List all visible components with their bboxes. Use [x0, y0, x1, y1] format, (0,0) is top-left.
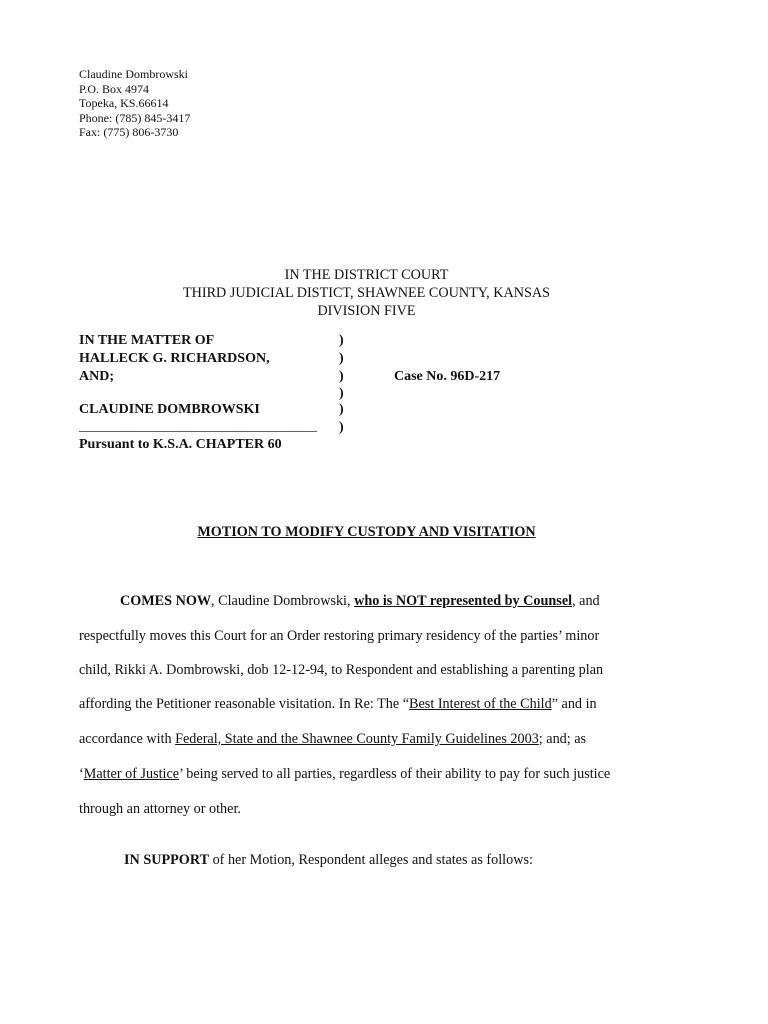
- comes-now-bold: COMES NOW: [120, 593, 212, 609]
- sender-name: Claudine Dombrowski: [79, 67, 188, 81]
- court-line-2: THIRD JUDICIAL DISTICT, SHAWNEE COUNTY, KANSAS: [182, 285, 551, 301]
- body-text: accordance with: [79, 731, 176, 747]
- body-line-7: through an attorney or other.: [79, 801, 241, 817]
- body-line-5: [79, 731, 586, 748]
- court-line-3: DIVISION FIVE: [317, 303, 416, 319]
- body-text: , Claudine Dombrowski,: [211, 593, 355, 609]
- body-line-6: [79, 766, 610, 783]
- caption-pursuant: Pursuant to K.S.A. CHAPTER 60: [79, 437, 282, 452]
- caption-paren: ): [339, 386, 344, 401]
- sender-fax: Fax: (775) 806-3730: [79, 125, 179, 139]
- matter-of-justice-underline: Matter of Justice: [83, 766, 180, 782]
- caption-blank-line: __________________________________: [79, 419, 317, 434]
- in-support-bold: IN SUPPORT: [124, 852, 210, 868]
- body-text: affording the Petitioner reasonable visitation. In Re: The “: [79, 696, 410, 712]
- caption-party-2: CLAUDINE DOMBROWSKI: [79, 402, 260, 417]
- guidelines-underline: Federal, State and the Shawnee County Family Guidelines 2003: [175, 731, 539, 747]
- body-text: of her Motion, Respondent alleges and states as follows:: [209, 852, 533, 868]
- sender-po-box: P.O. Box 4974: [79, 81, 150, 96]
- caption-paren: ): [339, 402, 344, 417]
- body-text: ‘: [79, 766, 84, 782]
- body-text: ’ being served to all parties, regardless of their ability to pay for such justice: [179, 766, 611, 782]
- caption-paren: ): [339, 420, 344, 435]
- caption-party-1: HALLECK G. RICHARDSON,: [79, 351, 270, 366]
- best-interest-underline: Best Interest of the Child: [409, 696, 552, 712]
- sender-phone: Phone: (785) 845-3417: [79, 110, 191, 125]
- caption-paren: ): [339, 369, 344, 384]
- caption-paren: ): [339, 351, 344, 366]
- body-text: ; and; as: [538, 731, 587, 747]
- court-line-1: IN THE DISTRICT COURT: [284, 267, 449, 283]
- sender-address-block: [79, 67, 190, 140]
- body-line-4: [79, 696, 597, 713]
- caption-matter-of: IN THE MATTER OF: [79, 333, 215, 348]
- caption-and: AND;: [79, 369, 114, 384]
- body-line-3: child, Rikki A. Dombrowski, dob 12-12-94, to Respondent and establishing a parenting plan: [79, 662, 604, 678]
- caption-paren: ): [339, 333, 344, 348]
- in-support-line: [124, 852, 533, 869]
- body-text: , and: [572, 593, 600, 609]
- not-represented-emphasis: who is NOT represented by Counsel: [354, 593, 573, 609]
- body-line-1: [120, 593, 600, 610]
- sender-city: Topeka, KS.66614: [79, 96, 169, 110]
- body-text: ” and in: [551, 696, 597, 712]
- body-line-2: respectfully moves this Court for an Order restoring primary residency of the parties’ minor: [79, 628, 600, 644]
- case-number: Case No. 96D-217: [394, 369, 501, 384]
- motion-title: MOTION TO MODIFY CUSTODY AND VISITATION: [197, 524, 536, 540]
- court-heading: [0, 266, 733, 320]
